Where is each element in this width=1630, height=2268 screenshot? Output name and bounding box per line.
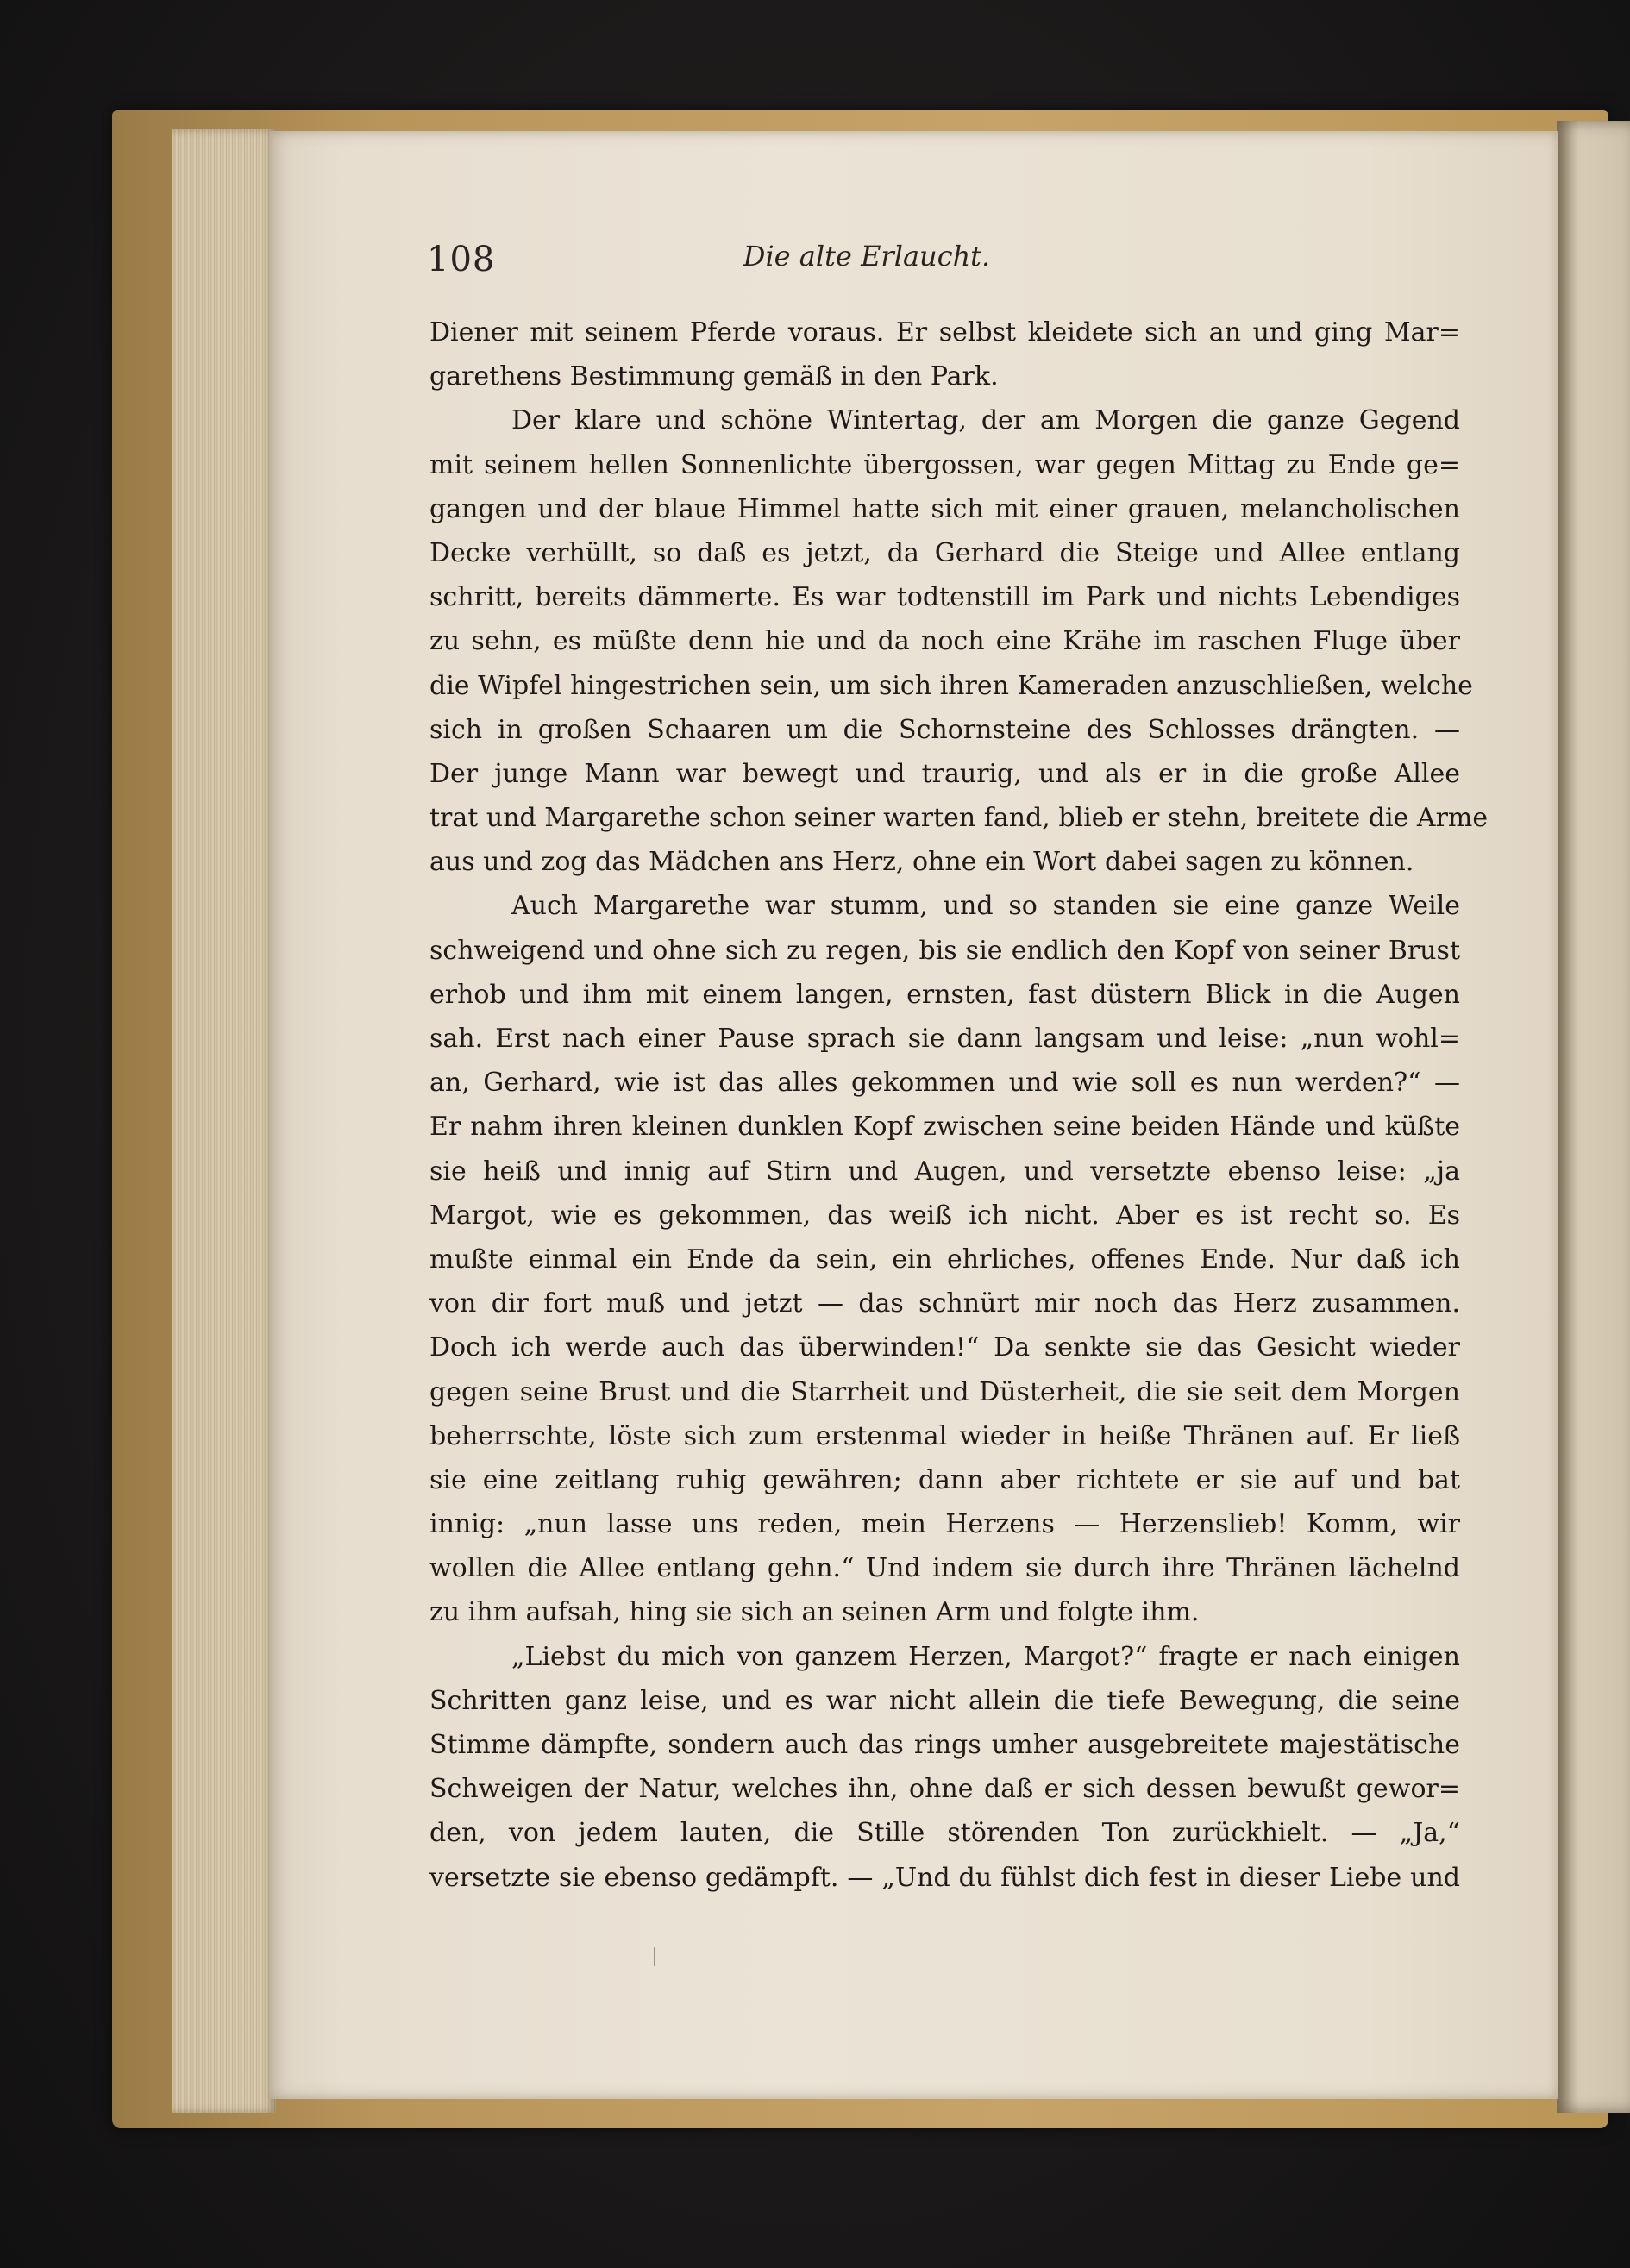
text-line: trat und Margarethe schon seiner warten fand, blieb er stehn, breitete die Arme <box>429 803 1489 834</box>
text-line: mit seinem hellen Sonnenlichte übergossen, war gegen Mittag zu Ende ge= <box>429 449 1460 480</box>
text-line: Decke verhüllt, so daß es jetzt, da Gerhard die Steige und Allee entlang <box>429 537 1460 568</box>
text-line: Schweigen der Natur, welches ihn, ohne daß er sich dessen bewußt gewor= <box>429 1774 1460 1805</box>
text-line: schweigend und ohne sich zu regen, bis sie endlich den Kopf von seiner Brust <box>429 935 1460 966</box>
text-line: gegen seine Brust und die Starrheit und Düsterheit, die sie seit dem Morgen <box>429 1376 1460 1407</box>
text-line: versetzte sie ebenso gedämpft. — „Und du fühlst dich fest in dieser Liebe und <box>429 1862 1460 1893</box>
text-line: Diener mit seinem Pferde voraus. Er selbst kleidete sich an und ging Mar= <box>429 317 1460 348</box>
text-line: Schritten ganz leise, und es war nicht allein die tiefe Bewegung, die seine <box>429 1685 1460 1716</box>
text-line: zu ihm aufsah, hing sie sich an seinen Arm und folgte ihm. <box>429 1597 1200 1628</box>
text-line: Auch Margarethe war stumm, und so standen sie eine ganze Weile <box>511 891 1460 922</box>
text-line: erhob und ihm mit einem langen, ernsten, fast düstern Blick in die Augen <box>429 979 1460 1010</box>
text-line: Doch ich werde auch das überwinden!“ Da senkte sie das Gesicht wieder <box>429 1332 1460 1363</box>
page-header <box>427 240 1048 283</box>
running-title: Die alte Erlaucht. <box>743 240 991 273</box>
print-mark <box>654 1947 655 1966</box>
text-line: mußte einmal ein Ende da sein, ein ehrliches, offenes Ende. Nur daß ich <box>429 1244 1460 1275</box>
text-line: den, von jedem lauten, die Stille störenden Ton zurückhielt. — „Ja,“ <box>429 1818 1460 1849</box>
text-line: schritt, bereits dämmerte. Es war todtenstill im Park und nichts Lebendiges <box>429 582 1460 613</box>
text-line: beherrschte, löste sich zum erstenmal wieder in heiße Thränen auf. Er ließ <box>429 1420 1460 1451</box>
text-line: innig: „nun lasse uns reden, mein Herzens — Herzenslieb! Komm, wir <box>429 1509 1460 1540</box>
text-line: aus und zog das Mädchen ans Herz, ohne ein Wort dabei sagen zu können. <box>429 847 1414 878</box>
body-text <box>429 310 1489 1900</box>
text-line: wollen die Allee entlang gehn.“ Und indem sie durch ihre Thränen lächelnd <box>429 1553 1460 1584</box>
text-line: sich in großen Schaaren um die Schornsteine des Schlosses drängten. — <box>429 714 1460 745</box>
text-line: Margot, wie es gekommen, das weiß ich nicht. Aber es ist recht so. Es <box>429 1200 1460 1231</box>
text-line: sie heiß und innig auf Stirn und Augen, und versetzte ebenso leise: „ja <box>429 1156 1460 1187</box>
text-line: von dir fort muß und jetzt — das schnürt mir noch das Herz zusammen. <box>429 1288 1460 1319</box>
text-line: sie eine zeitlang ruhig gewähren; dann aber richtete er sie auf und bat <box>429 1464 1460 1495</box>
text-line: „Liebst du mich von ganzem Herzen, Margot?“ fragte er nach einigen <box>511 1641 1460 1672</box>
text-line: garethens Bestimmung gemäß in den Park. <box>429 361 999 392</box>
text-line: sah. Erst nach einer Pause sprach sie dann langsam und leise: „nun wohl= <box>429 1024 1460 1054</box>
text-line: die Wipfel hingestrichen sein, um sich ihren Kameraden anzuschließen, welche <box>429 670 1473 701</box>
text-line: Der klare und schöne Wintertag, der am Morgen die ganze Gegend <box>511 405 1460 436</box>
page-number: 108 <box>427 240 496 279</box>
text-line: gangen und der blaue Himmel hatte sich mit einer grauen, melancholischen <box>429 493 1460 524</box>
text-line: zu sehn, es müßte denn hie und da noch eine Krähe im raschen Fluge über <box>429 626 1460 657</box>
facing-page-edge <box>1557 121 1630 2113</box>
text-line: Stimme dämpfte, sondern auch das rings umher ausgebreitete majestätische <box>429 1730 1460 1760</box>
page-edges <box>172 129 276 2113</box>
text-line: Der junge Mann war bewegt und traurig, und als er in die große Allee <box>429 758 1460 789</box>
text-line: an, Gerhard, wie ist das alles gekommen und wie soll es nun werden?“ — <box>429 1068 1460 1099</box>
text-line: Er nahm ihren kleinen dunklen Kopf zwischen seine beiden Hände und küßte <box>429 1112 1460 1143</box>
